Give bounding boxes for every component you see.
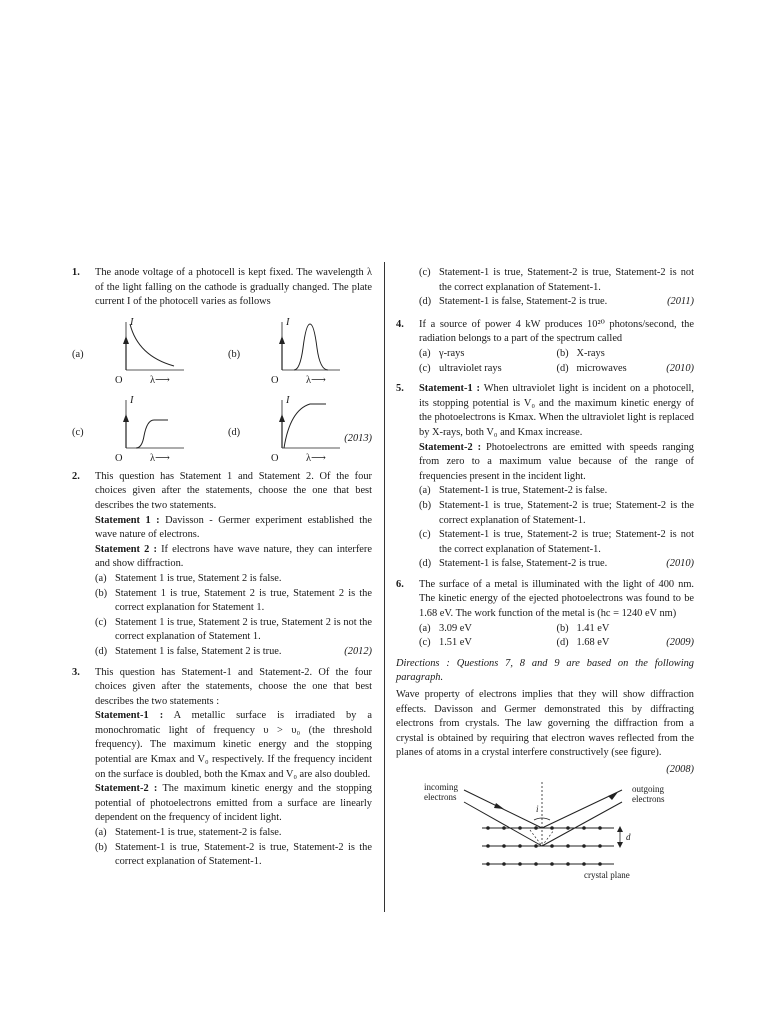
question-3-continued — [396, 266, 694, 310]
option-a[interactable]: (a) 3.09 eV — [419, 622, 472, 634]
graph-label: (d) — [228, 426, 241, 438]
question-text: This question has Statement-1 and Statement-2. Of the four choices given after the statements, choose the one that best describes the two statements : — [95, 666, 372, 707]
graph-label: (c) — [72, 426, 84, 438]
incoming-electrons-label: electrons — [424, 791, 457, 802]
axis-origin-label: O — [271, 374, 279, 386]
option-d[interactable]: (d) (2011) Statement-1 is false, Statement-2 is true. — [419, 295, 694, 310]
options-row-1 — [419, 347, 694, 362]
question-number: 1. — [72, 267, 80, 278]
options-row-2 — [419, 636, 694, 651]
question-6 — [396, 578, 694, 651]
option-c[interactable]: (c) Statement 1 is true, Statement 2 is true, Statement 2 is not the correct explanation of Statement 1. — [95, 616, 372, 643]
question-4 — [396, 318, 694, 376]
year-badge: (2010) — [666, 362, 694, 374]
question-text: The surface of a metal is illuminated with the light of 400 nm. The kinetic energy of the ejected photoelectrons was found to be 1.68 eV. The work function of the metal is (hc = 1240 eV nm) — [419, 578, 694, 620]
crystal-plane-label: crystal plane — [584, 869, 630, 880]
option-a[interactable]: (a) Statement 1 is true, Statement 2 is false. — [95, 572, 282, 584]
incoming-label: incoming — [424, 781, 458, 792]
option-d[interactable]: (d) (2012) Statement 1 is false, Statement 2 is true. — [95, 645, 372, 660]
statement-1: Statement-1 : A metallic surface is irradiated by a monochromatic light of frequency υ > υ₀ (the threshold frequency). The maximum kinetic energy and the stopping potential are Kmax and V₀ respectively. If the frequency incident on the surface is doubled, both the Kmax and V₀ are also doubled. — [95, 710, 372, 780]
question-3 — [72, 666, 372, 870]
options-row-2 — [419, 362, 694, 377]
graph-label: (b) — [228, 348, 241, 360]
question-number: 4. — [396, 318, 404, 330]
option-d[interactable]: (d) microwaves (2010) — [557, 362, 695, 377]
option-d[interactable]: (d) (2010) Statement-1 is false, Statement-2 is true. — [419, 557, 694, 572]
axis-y-label: I — [130, 316, 134, 328]
option-a[interactable]: (a) γ-rays — [419, 347, 465, 359]
axis-x-label: λ⟶ — [306, 374, 326, 386]
options-row-1 — [419, 622, 694, 637]
question-number: 2. — [72, 470, 80, 482]
option-d[interactable]: (d) 1.68 eV (2009) — [557, 636, 695, 651]
statement-2: Statement-2 : The maximum kinetic energy and the stopping potential of photoelectrons emitted from a surface are linearly dependent on the frequency of incident light. — [95, 783, 372, 824]
graph-c-plot — [104, 396, 204, 460]
question-text: This question has Statement 1 and Statement 2. Of the four choices given after the statements, choose the one that best describes the two statements. — [95, 470, 372, 511]
question-2 — [72, 470, 372, 660]
year-badge: (2013) — [344, 432, 372, 444]
axis-x-label: λ⟶ — [150, 374, 170, 386]
option-c[interactable]: (c) Statement-1 is true, Statement-2 is true; Statement-2 is not the correct explanation of Statement-1. — [419, 529, 694, 555]
crystal-plane-rows — [482, 826, 614, 866]
year-badge: (2008) — [666, 764, 694, 775]
graph-b-plot — [260, 318, 360, 382]
statement-1: Statement-1 : When ultraviolet light is incident on a photocell, its stopping potential is V₀ and the maximum kinetic energy of the photoelectrons is Kmax. When the ultraviolet light is replaced by X-rays, both V₀ and Kmax increase. — [419, 383, 694, 438]
axis-y-label: I — [286, 316, 290, 328]
question-1 — [72, 266, 372, 464]
statement-2: Statement-2 : Photoelectrons are emitted with speeds ranging from zero to a maximum value because of the range of frequencies present in the incident light. — [419, 441, 694, 482]
year-badge: (2012) — [344, 645, 372, 657]
year-badge: (2011) — [667, 296, 694, 308]
statement-2: Statement 2 : If electrons have wave nature, they can interfere and show diffraction. — [95, 543, 372, 570]
year-badge: (2010) — [666, 558, 694, 570]
right-column — [396, 266, 694, 880]
question-text: If a source of power 4 kW produces 10²⁰ photons/second, the radiation belongs to a part of the spectrum called — [419, 318, 694, 345]
graph-label: (a) — [72, 348, 84, 360]
angle-i-label: i — [536, 803, 539, 814]
option-a[interactable]: (a) Statement-1 is true, statement-2 is false. — [95, 827, 282, 839]
passage-text: Wave property of electrons implies that they will show diffraction effects. Davisson and Germer demonstrated this by diffracting electrons from crystals. The law governing the diffraction from a crystal is obtained by requiring that electron waves reflected from the planes of atoms in a crystal interfere constructively (see figure). — [396, 689, 694, 759]
axis-y-label: I — [130, 394, 134, 406]
option-b[interactable]: (b) Statement-1 is true, Statement-2 is true, Statement-2 is the correct explanation of Statement-1. — [95, 841, 372, 868]
graph-d-plot — [260, 396, 360, 460]
option-c[interactable]: (c) 1.51 eV — [419, 637, 472, 649]
axis-y-label: I — [286, 394, 290, 406]
option-c[interactable]: (c) Statement-1 is true, Statement-2 is true, Statement-2 is not the correct explanation of Statement-1. — [419, 267, 694, 293]
question-number: 6. — [396, 578, 404, 590]
statement-1: Statement 1 : Davisson - Germer experiment established the wave nature of electrons. — [95, 514, 372, 541]
option-b[interactable]: (b) X-rays — [556, 347, 605, 359]
question-number: 3. — [72, 666, 80, 678]
question-text: The anode voltage of a photocell is kept fixed. The wavelength λ of the light falling on the cathode is gradually changed. The plate current I of the photocell varies as follows — [95, 267, 372, 308]
axis-x-label: λ⟶ — [150, 452, 170, 464]
question-5 — [396, 382, 694, 572]
option-c[interactable]: (c) ultraviolet rays — [419, 362, 502, 374]
left-column — [72, 266, 372, 876]
option-a[interactable]: (a) Statement-1 is true, Statement-2 is false. — [419, 485, 608, 497]
year-badge: (2009) — [666, 637, 694, 649]
graph-options — [72, 314, 372, 464]
spacing-d-label: d — [626, 831, 631, 842]
outgoing-label: outgoing — [632, 783, 665, 794]
axis-origin-label: O — [271, 452, 279, 464]
directions-text: Directions : Questions 7, 8 and 9 are based on the following paragraph. — [396, 657, 694, 684]
graph-a-plot — [104, 318, 204, 382]
axis-x-label: λ⟶ — [306, 452, 326, 464]
option-b[interactable]: (b) Statement-1 is true, Statement-2 is true; Statement-2 is the correct explanation of Statement-1. — [419, 499, 694, 526]
outgoing-electrons-label: electrons — [632, 793, 665, 804]
question-number: 5. — [396, 383, 404, 395]
option-b[interactable]: (b) Statement 1 is true, Statement 2 is true, Statement 2 is the correct explanation for Statement 1. — [95, 587, 372, 614]
diffraction-figure — [396, 780, 694, 880]
axis-origin-label: O — [115, 452, 123, 464]
column-divider — [384, 262, 385, 912]
axis-origin-label: O — [115, 374, 123, 386]
option-b[interactable]: (b) 1.41 eV — [556, 622, 610, 634]
